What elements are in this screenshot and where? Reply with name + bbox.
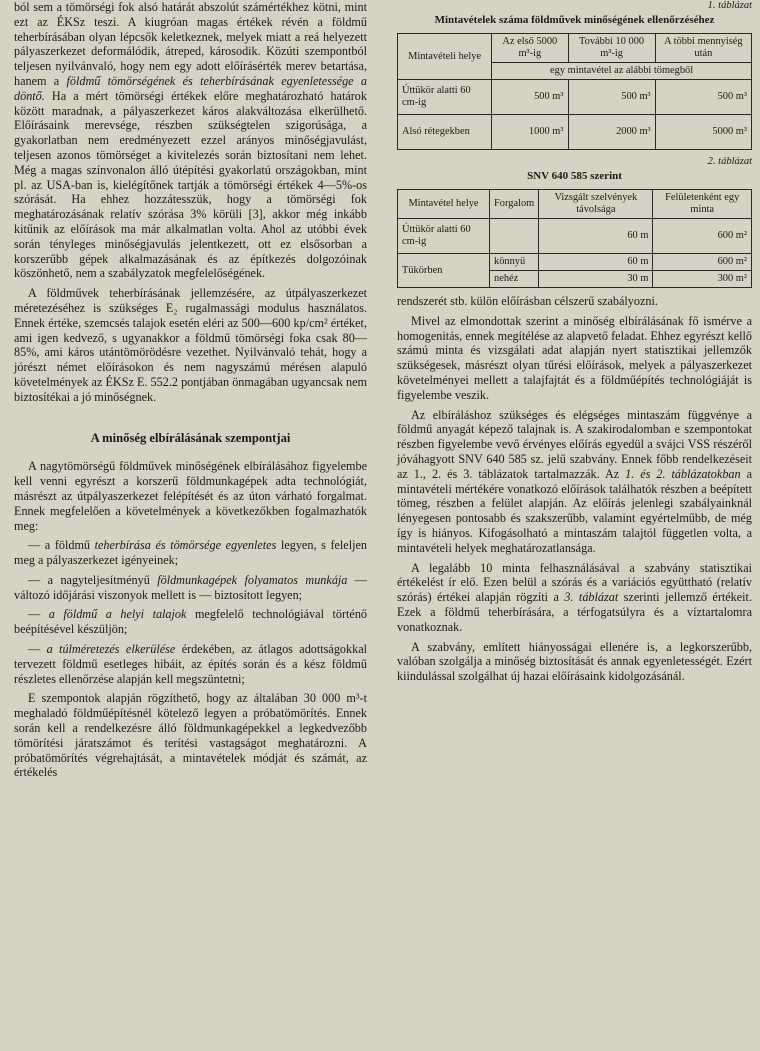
paragraph: E szempontok alapján rögzíthető, hogy az általában 30 000 m³-t meghaladó földműépítésnél kötelező legyen a próbatömörítés. Ennek során kell a rendelkezésre álló földmunkagépekkel a legkedvezőbb tömörítési járatszámot és terítési vastagságot meghatározni. A próbatömörítés végrehajtását, a mintavételek módját és számát, az értékelés <box>14 691 367 780</box>
table-row: Úttükör alatti 60 cm-ig 500 m³ 500 m³ 500 m³ <box>398 80 752 115</box>
table-header: A többi mennyiség után <box>655 34 751 63</box>
list-item: — a földmű teherbírása és tömörsége egyenletes legyen, s feleljen meg a pályaszerkezet igényeinek; <box>14 538 367 568</box>
table-row: Úttükör alatti 60 cm-ig 60 m 600 m² <box>398 219 752 254</box>
table-row: nehéz 30 m 300 m² <box>398 271 752 288</box>
paragraph: Az elbíráláshoz szükséges és elégséges mintaszám függvénye a földmű anyagát képező talajnak is. A szakirodalomban e szempontokat részben figyelembe vevő érvényes előírás egyedül a svájci VSS részéről jóváhagyott SNV 640 585 sz. jelű szabvány. Ennek főbb rendelkezéseit az 1., 2. és 3. táblázatok tartalmazzák. Az 1. és 2. táblázatokban a mintavételi mértékére vonatkozó előírások találhatók részben a beépített tömeg, részben a felület alapján. Az előírás jelenlegi szabályainknál lényegesen pontosabb és szakszerűbb, valamint egyértelműbb, de még így is hiányos. Kifogásolható a mintaszám talajtól független volta, a mintavételi helyek meghatározatlansága. <box>397 407 752 555</box>
right-column <box>397 0 752 689</box>
paragraph: A földművek teherbírásának jellemzésére, az útpályaszerkezet méretezéséhez is szükséges E₂ rugalmassági modulus használatos. Ennek értéke, szemcsés talajok esetén eléri az 500—600 kp/cm² értéket, ami igen kedvező, s ugyanakkor a földmű tömörségi foka csak 80—85%, ami káros utántömörödésre vezethet. Nyilvánvaló tehát, hogy a jórészt német előírásokon és nem nagyszámú mérésen alapuló követelmények az ÉKSz E. 552.2 pontjában önmagában ugyancsak nem biztosítékai a jó minőségnek. <box>14 286 367 404</box>
list-item: — a földmű a helyi talajok megfelelő technológiával történő beépítésével készüljön; <box>14 607 368 637</box>
paragraph: A szabvány, említett hiányosságai ellenére is, a legkorszerűbb, valóban szolgálja a minőség biztosítását és annak egyenletességét. Ezért kiindulással szolgálhat új hazai előírásaink kidolgozásánál. <box>397 639 752 684</box>
table-header: Mintavételi helye <box>398 34 492 80</box>
table-header: Mintavétel helye <box>398 190 490 219</box>
table-header: egy mintavétel az alábbi tömegből <box>492 63 752 80</box>
paragraph: ból sem a tömörségi fok alsó határát abszolút számértékhez kötni, mint ezt az ÉKSz teszi. A kiugróan magas értékek révén a földmű teherbírásában olyan lépcsők keletkeznek, melyek miatt a reá helyezett pályaszerkezet deformálódik, átreped, károsodik. Közúti szempontból teljesen nyilvánvaló, hogy nem egy adott előírásérték merev betartása, hanem a földmű tömörségének és teherbírásának egyenletessége a döntő. Ha a mért tömörségi értékek előre meghatározható határok között maradnak, a pályaszerkezet káros alakváltozása elkerülhető. Előírásaink merevsége, részben szükségtelen szigorúsága, a gyakorlatban nem eredményezett ezzel arányos minőségjavulást, teljesen azonos tömörséget a kivitelezés során biztosítani nem lehet. Még a magas színvonalon álló útépítési gyakorlatú országokban, mint pl. az USA-ban is, kielégítőnek tartják a tömörségi értékek 4—5%-os szórását. Ha ehhez hozzátesszük, hogy a tömörségi fok meghatározásának relatív szórása 3% körüli [3], akkor még inkább kitűnik az előírások ma már alkalmatlan volta. Ahol az utóbbi évek során tényleges minőségjavulás jelentkezett, ott ez elsősorban a korszerűbb gépek alkalmazásának és az építkezés dolgozóinak köszönhető, nem a szabályzatok megfelelőségének. <box>14 0 367 281</box>
table-title: Mintavételek száma földművek minőségének ellenőrzéséhez <box>434 14 715 26</box>
paragraph: Mivel az elmondottak szerint a minőség elbírálásának fő ismérve a homogenitás, ennek megítélése az alapvető feladat. Ehhez egyrészt kellő számú minta és vizsgálati adat alapján nyert statisztikai jellemzők szükségesek, másrészt olyan tűrési előírások, melyek a pályaszerkezet követelményei mellett a talajfajtát és a földműépítés technológiáját is figyelembe veszik. <box>397 313 752 402</box>
paragraph: A nagytömörségű földművek minőségének elbírálásához figyelembe kell venni egyrészt a korszerű földmunkagépek adta technológiát, másrészt az útpályaszerkezet felépítését és az úton várható forgalmat. Ennek megfelelően a követelmények a következőkben fogalmazhatók meg: <box>14 459 367 533</box>
table-caption: 1. táblázat <box>707 0 752 11</box>
paragraph: A legalább 10 minta felhasználásával a szabvány statisztikai értékelést ír elő. Ezen belül a szórás és a variációs együttható (relatív szórás) értékei alapján rögzíti a 3. táblázat szerinti jellemző értékeit. Ezek a földmű teherbírására, a térfogatsúlyra és a víztartalomra vonatkoznak. <box>397 560 752 634</box>
sampling-table-2 <box>397 189 752 288</box>
table-title: SNV 640 585 szerint <box>527 170 622 182</box>
table-caption: 2. táblázat <box>707 156 752 167</box>
section-heading: A minőség elbírálásának szempontjai <box>90 430 291 445</box>
table-header: További 10 000 m³-ig <box>568 34 655 63</box>
table-header: Vizsgált szelvények távolsága <box>539 190 653 219</box>
list-item: — a túlméretezés elkerülése érdekében, az átlagos adottságokkal tervezett földmű esetleges hibáit, az építés során és a kész földmű részletes ellenőrzése alapján kell megszüntetni; <box>14 642 367 686</box>
table-row: Alsó rétegekben 1000 m³ 2000 m³ 5000 m³ <box>398 115 752 150</box>
table-header: Felületenként egy minta <box>653 190 752 219</box>
table-row: Tükörben könnyű 60 m 600 m² <box>398 254 752 271</box>
left-column <box>14 0 367 785</box>
table-header: Forgalom <box>490 190 539 219</box>
table-header: Az első 5000 m³-ig <box>492 34 568 63</box>
sampling-table-1 <box>397 33 752 150</box>
list-item: — a nagyteljesítményű földmunkagépek folyamatos munkája — változó időjárási viszonyok mellett is — biztosított legyen; <box>14 572 367 602</box>
paragraph: rendszerét stb. külön előírásban célszerű szabályozni. <box>397 294 658 308</box>
